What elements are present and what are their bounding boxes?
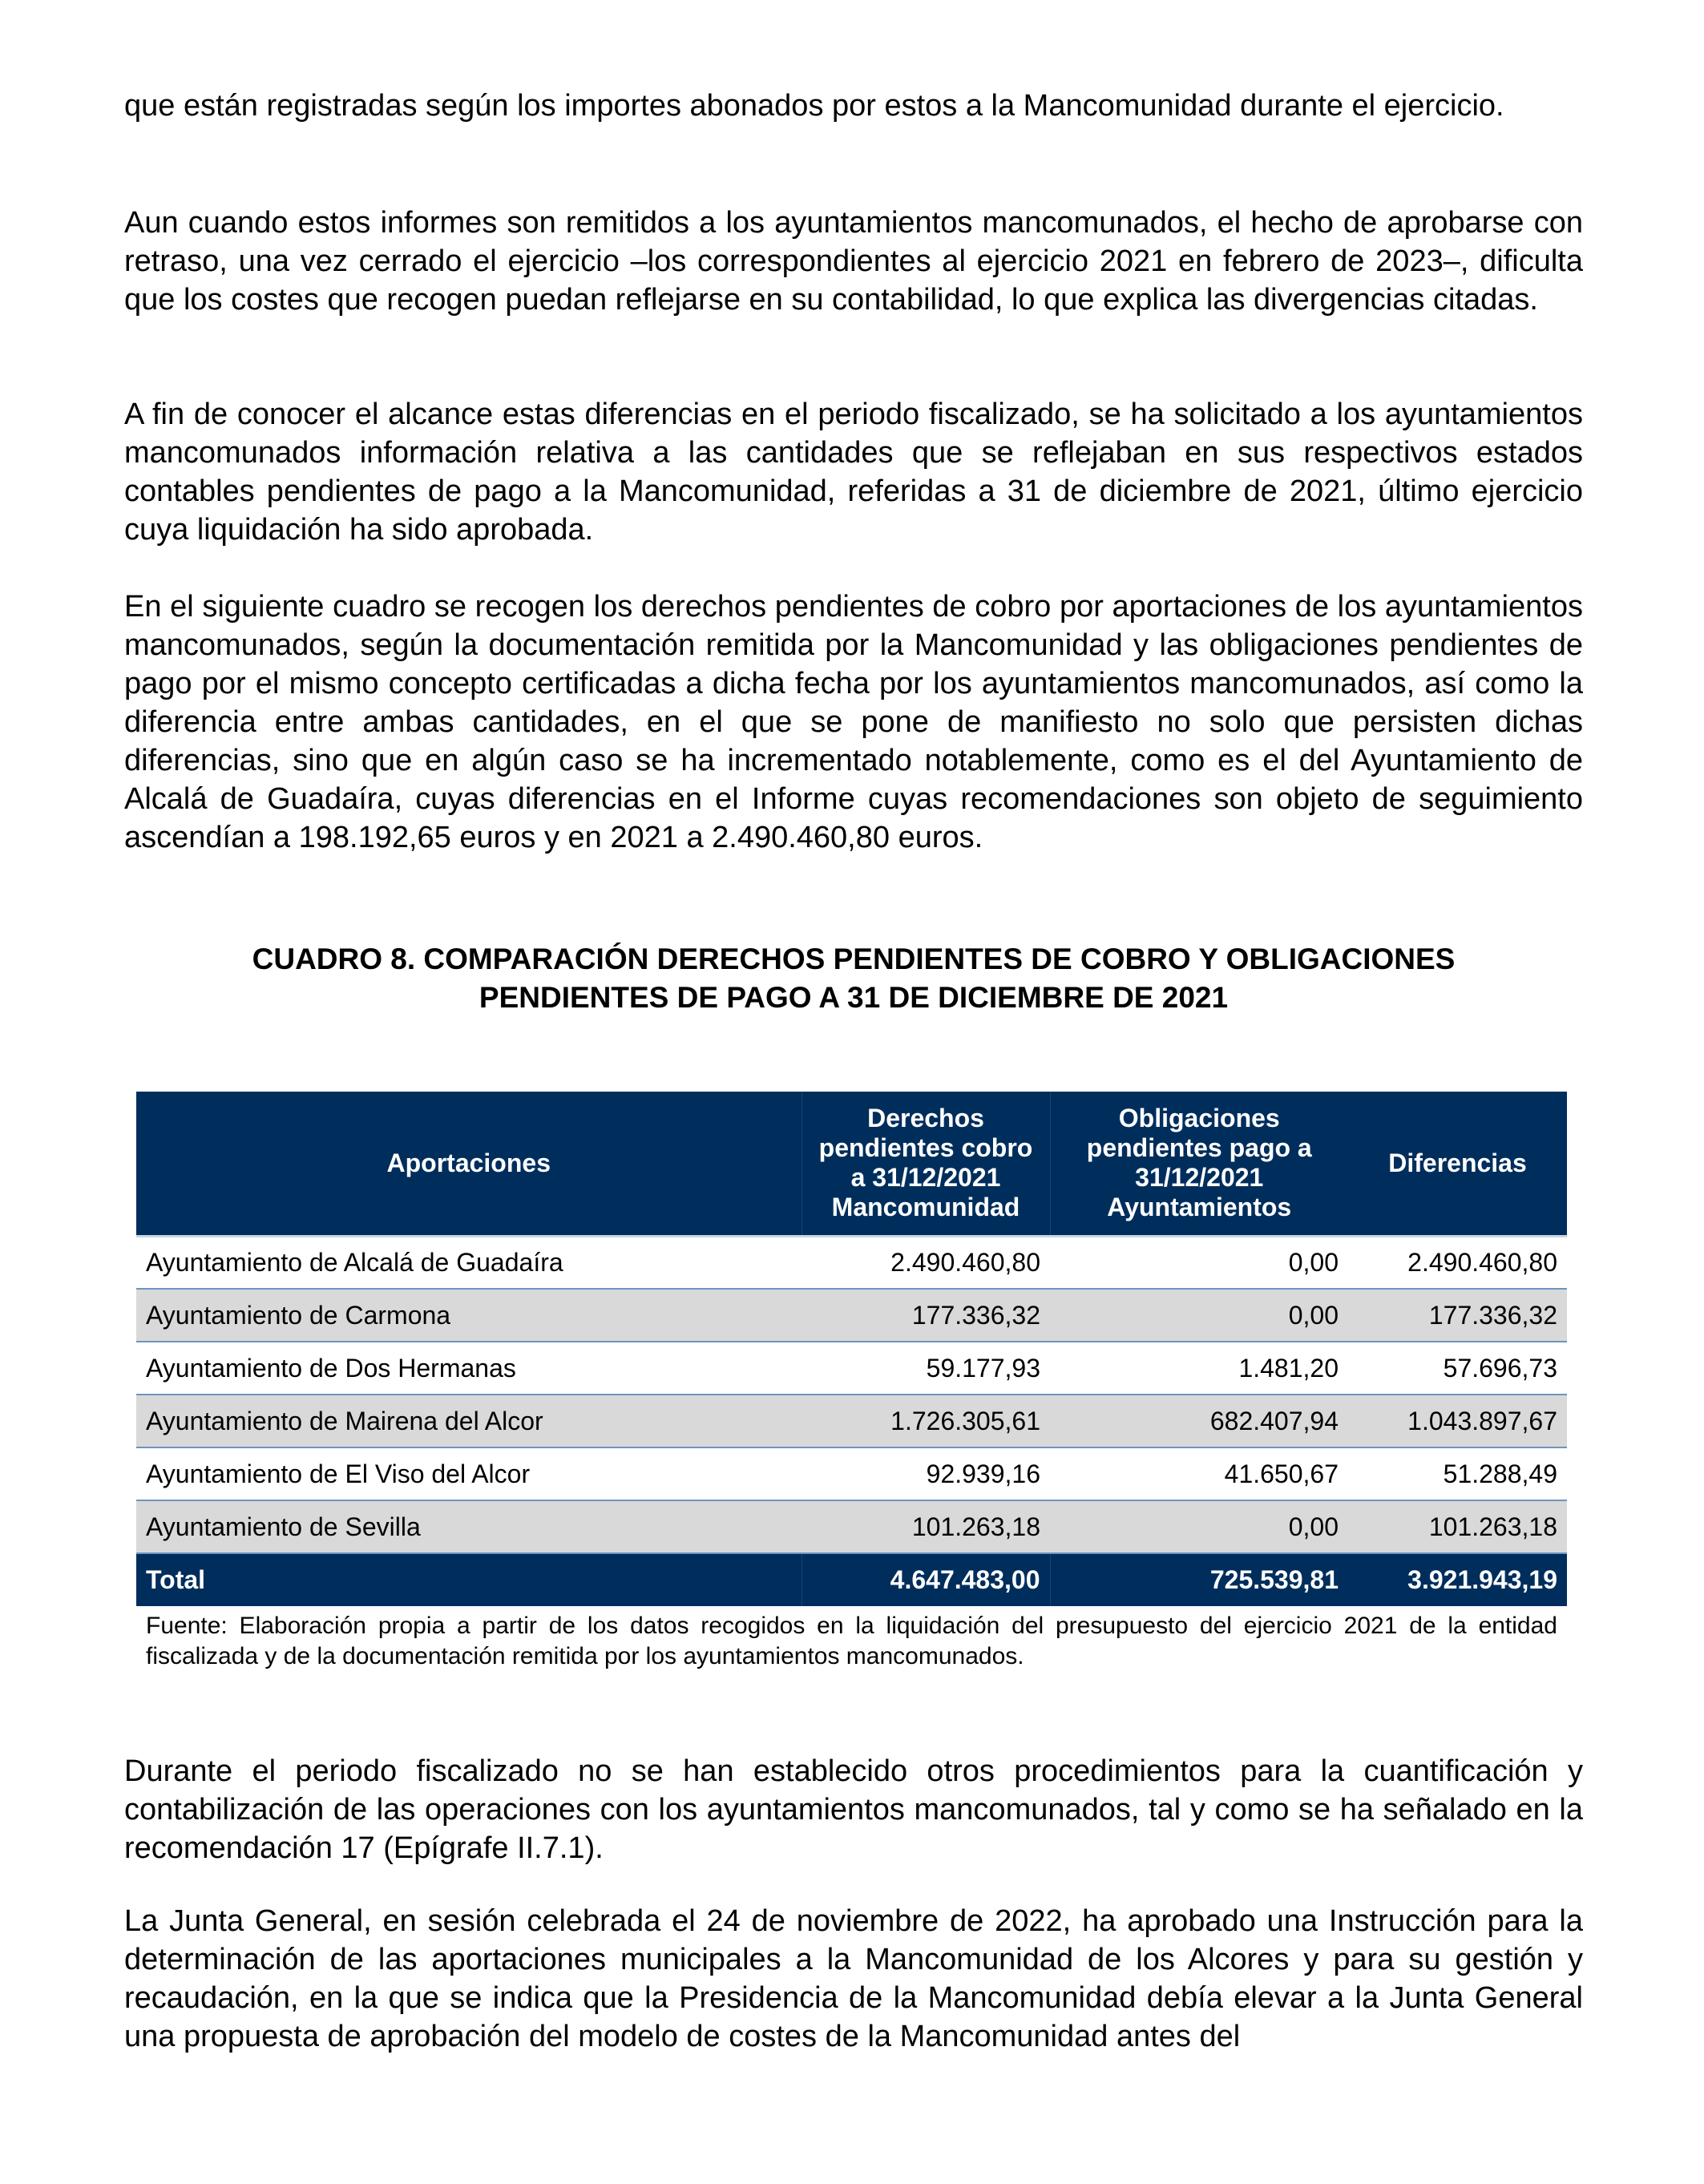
header-obligaciones: Obligaciones pendientes pago a 31/12/2021 Ayuntamientos	[1050, 1092, 1348, 1236]
paragraph-6: La Junta General, en sesión celebrada el 24 de noviembre de 2022, ha aprobado una Instrucción para la determinación de las aportaciones municipales a la Mancomunidad de los Alcores y para su gestión y recaudación, en la que se indica que la Presidencia de la Mancomunidad debía elevar a la Junta General una propuesta de aprobación del modelo de costes de la Mancomunidad antes del	[124, 1904, 1583, 2053]
cell-diferencias: 57.696,73	[1348, 1342, 1567, 1395]
header-diferencias: Diferencias	[1348, 1092, 1567, 1236]
paragraph-5: Durante el periodo fiscalizado no se han establecido otros procedimientos para la cuantificación y contabilización de las operaciones con los ayuntamientos mancomunados, tal y como se ha señalado en la recomendación 17 (Epígrafe II.7.1).	[124, 1754, 1583, 1865]
cell-derechos: 92.939,16	[802, 1447, 1050, 1500]
cell-obligaciones: 1.481,20	[1050, 1342, 1348, 1395]
table-row	[136, 1236, 1567, 1289]
cell-obligaciones: 0,00	[1050, 1500, 1348, 1553]
paragraph-2: Aun cuando estos informes son remitidos a los ayuntamientos mancomunados, el hecho de aprobarse con retraso, una vez cerrado el ejercicio –los correspondientes al ejercicio 2021 en febrero de 2023–, dificulta que los costes que recogen puedan reflejarse en su contabilidad, lo que explica las divergencias citadas.	[124, 206, 1583, 317]
table-title-line-2: PENDIENTES DE PAGO A 31 DE DICIEMBRE DE 2021	[478, 981, 1229, 1014]
table-row	[136, 1342, 1567, 1395]
cell-obligaciones: 41.650,67	[1050, 1447, 1348, 1500]
table-header-row	[136, 1092, 1567, 1236]
cell-diferencias: 2.490.460,80	[1348, 1236, 1567, 1289]
paragraph-3: A fin de conocer el alcance estas diferencias en el periodo fiscalizado, se ha solicitado a los ayuntamientos mancomunados información relativa a las cantidades que se reflejaban en sus respectivos estados contables pendientes de pago a la Mancomunidad, referidas a 31 de diciembre de 2021, último ejercicio cuya liquidación ha sido aprobada.	[124, 398, 1583, 547]
cell-name: Ayuntamiento de El Viso del Alcor	[136, 1447, 802, 1500]
comparison-table	[136, 1092, 1567, 1606]
paragraph-1: que están registradas según los importes abonados por estos a la Mancomunidad durante el ejercicio.	[124, 89, 1504, 123]
table-row	[136, 1500, 1567, 1553]
total-obligaciones: 725.539,81	[1050, 1553, 1348, 1606]
paragraph-4: En el siguiente cuadro se recogen los derechos pendientes de cobro por aportaciones de los ayuntamientos mancomunados, según la documentación remitida por la Mancomunidad y las obligaciones pendientes de pago por el mismo concepto certificadas a dicha fecha por los ayuntamientos mancomunados, así como la diferencia entre ambas cantidades, en el que se pone de manifiesto no solo que persisten dichas diferencias, sino que en algún caso se ha incrementado notablemente, como es el del Ayuntamiento de Alcalá de Guadaíra, cuyas diferencias en el Informe cuyas recomendaciones son objeto de seguimiento ascendían a 198.192,65 euros y en 2021 a 2.490.460,80 euros.	[124, 590, 1583, 854]
table-title-line-1: CUADRO 8. COMPARACIÓN DERECHOS PENDIENTES DE COBRO Y OBLIGACIONES	[252, 943, 1456, 975]
cell-derechos: 59.177,93	[802, 1342, 1050, 1395]
header-derechos: Derechos pendientes cobro a 31/12/2021 Mancomunidad	[802, 1092, 1050, 1236]
cell-diferencias: 51.288,49	[1348, 1447, 1567, 1500]
cell-obligaciones: 0,00	[1050, 1236, 1348, 1289]
table-title	[124, 940, 1583, 1017]
cell-name: Ayuntamiento de Alcalá de Guadaíra	[136, 1236, 802, 1289]
total-label: Total	[136, 1553, 802, 1606]
cell-derechos: 2.490.460,80	[802, 1236, 1050, 1289]
header-aportaciones: Aportaciones	[136, 1092, 802, 1236]
cell-diferencias: 101.263,18	[1348, 1500, 1567, 1553]
cell-name: Ayuntamiento de Dos Hermanas	[136, 1342, 802, 1395]
total-derechos: 4.647.483,00	[802, 1553, 1050, 1606]
table-row	[136, 1395, 1567, 1447]
cell-obligaciones: 0,00	[1050, 1289, 1348, 1342]
cell-diferencias: 1.043.897,67	[1348, 1395, 1567, 1447]
cell-obligaciones: 682.407,94	[1050, 1395, 1348, 1447]
cell-derechos: 1.726.305,61	[802, 1395, 1050, 1447]
cell-diferencias: 177.336,32	[1348, 1289, 1567, 1342]
cell-name: Ayuntamiento de Carmona	[136, 1289, 802, 1342]
table-row	[136, 1289, 1567, 1342]
table-total-row	[136, 1553, 1567, 1606]
comparison-table-container	[136, 1092, 1567, 1672]
table-row	[136, 1447, 1567, 1500]
cell-name: Ayuntamiento de Sevilla	[136, 1500, 802, 1553]
table-source-note: Fuente: Elaboración propia a partir de los datos recogidos en la liquidación del presupuesto del ejercicio 2021 de la entidad fiscalizada y de la documentación remitida por los ayuntamientos mancomunados.	[146, 1613, 1557, 1669]
total-diferencias: 3.921.943,19	[1348, 1553, 1567, 1606]
cell-name: Ayuntamiento de Mairena del Alcor	[136, 1395, 802, 1447]
cell-derechos: 177.336,32	[802, 1289, 1050, 1342]
cell-derechos: 101.263,18	[802, 1500, 1050, 1553]
